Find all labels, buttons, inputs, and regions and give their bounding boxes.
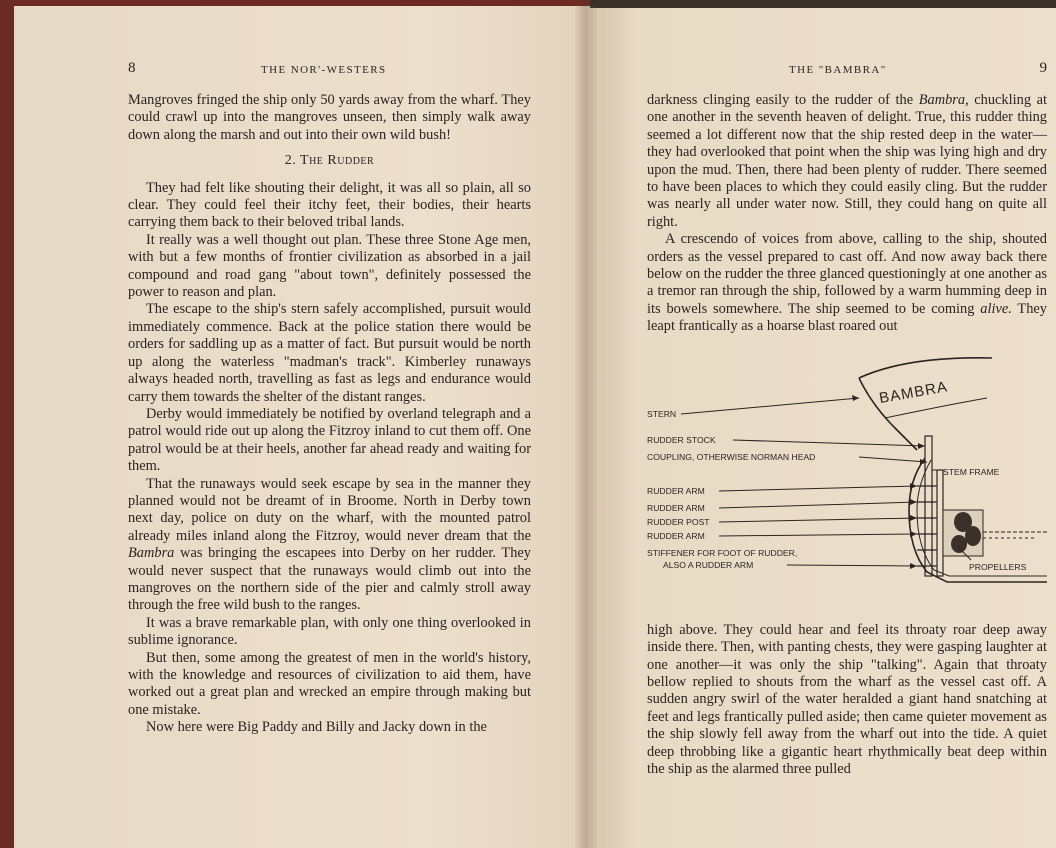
paragraph [128, 476, 531, 615]
paragraph-text: That the runaways would seek escape by sea in the manner they planned would not be dreamt of in Broome. North in Derby town next day, police on duty on the wharf, with the mounted patrol already miles inland along the Fitzroy, would never dream that the [128, 475, 531, 544]
right-page-body [647, 92, 1047, 778]
paragraph: Derby would immediately be notified by overland telegraph and a patrol would ride out up along the Fitzroy inland to cut them off. One patrol would be at their heels, another far ahead ready and waiting for them. [128, 405, 531, 475]
ship-name-italic: Bambra [128, 545, 175, 562]
paragraph: It was a brave remarkable plan, with only one thing overlooked in sublime ignorance. [128, 614, 531, 649]
label-coupling: COUPLING, OTHERWISE NORMAN HEAD [647, 451, 816, 462]
label-rudder-arm-3: RUDDER ARM [647, 530, 705, 541]
ship-name-italic: Bambra, [918, 92, 969, 108]
left-page-header [128, 60, 531, 82]
right-page-number: 9 [1039, 60, 1047, 76]
section-heading: 2. The Rudder [284, 153, 375, 169]
paragraph-text: A crescendo of voices from above, calling to the ship, shouted orders as the vessel prepared to cast off. And now away back there below on the rudder the three glanced questioningly at one another as a tremor ran through the ship, followed by a warm humming deep in its bowels somewhere. The ship seemed to be coming [647, 231, 1048, 317]
label-rudder-arm-1: RUDDER ARM [647, 485, 705, 496]
paragraph: The escape to the ship's stern safely accomplished, pursuit would immediately commence. Back at the police station there would be orders for saddling up as a matter of fact. But pursuit would be north up along the waterless "madman's track". Kimberley runaways always headed north, travelling as fast as legs and endurance would carry them towards the shelter of the distant ranges. [128, 301, 531, 405]
alive-italic: alive. [980, 300, 1012, 317]
paragraph [647, 92, 1047, 231]
label-rudder-arm-2: RUDDER ARM [647, 502, 705, 513]
right-running-head: THE "BAMBRA" [789, 64, 887, 76]
paragraph: Now here were Big Paddy and Billy and Jacky down in the [146, 719, 487, 736]
rudder-diagram [647, 350, 1047, 612]
rudder-diagram-svg [647, 350, 1047, 612]
paragraph: high above. They could hear and feel its throaty roar deep away inside there. Then, with panting chests, they were gasping laughter at one another—it was only the ship "talking". Again that throaty bellow replied to shouts from the wharf as the vessel cast off. A sudden angry swirl of the water heralded a giant hand snatching at feet and legs frantically pulled aside; then came quieter movement as the ship slowly fell away from the wharf out into the tide. A quiet deep throbbing like a gigantic heart rhythmically beat deep within the ship as the alarmed three pulled [647, 621, 1047, 777]
paragraph: Mangroves fringed the ship only 50 yards away from the wharf. They could crawl up into the mangroves unseen, then simply walk away down along the marsh and out into their own wild bush! [128, 92, 531, 143]
paragraph [647, 231, 1047, 335]
ship-name-label: BAMBRA [877, 377, 950, 407]
paragraph-text: darkness clinging easily to the rudder of the [647, 92, 919, 108]
paragraph: They had felt like shouting their delight, it was all so plain, all so clear. They could feel their itchy feet, their bodies, their hearts carrying them back to their beloved tribal lands. [128, 179, 531, 231]
right-page-header [647, 60, 1047, 82]
label-rudder-stock: RUDDER STOCK [647, 434, 716, 445]
label-stern: STERN [647, 408, 677, 419]
paragraph-text: They leapt frantically as a hoarse blast roared out [647, 300, 1047, 335]
right-page [647, 60, 1047, 778]
paragraph: It really was a well thought out plan. These three Stone Age men, with but a few months of frontier civilization as absorbed in a jail compound and road gang "about town", definitely possessed the power to reason and plan. [128, 231, 531, 301]
left-page-number: 8 [128, 60, 136, 76]
paragraph: But then, some among the greatest of men in the world's history, with the knowledge and resources of civilization to aid them, have worked out a great plan and wrecked an empire through making but one mistake. [128, 649, 531, 718]
paragraph-text: chuckling at one another in the seventh heaven of delight. True, this rudder thing seemed a lot different now that the ship rested deep in the water—they had overlooked that point when the ship was lying high and dry upon the mud. Then, there had been plenty of rudder. There seemed to have been places to which they could easily cling. But the rudder was nearly all under water now. Still, they could hang on quite all right. [647, 92, 1047, 230]
left-running-head: THE NOR'-WESTERS [261, 64, 387, 76]
top-shadow-strip [590, 0, 1056, 8]
book-gutter [575, 6, 597, 848]
paragraph-text: was bringing the escapees into Derby on her rudder. They would never suspect that the runaways would climb out into the mangroves on the northern side of the pier and calmly stroll away through the free wild bush to the ranges. [128, 545, 531, 614]
left-page [128, 60, 531, 737]
label-rudder-post: RUDDER POST [647, 516, 710, 527]
label-propellers: PROPELLERS [969, 561, 1027, 572]
label-stiffener-1: STIFFENER FOR FOOT OF RUDDER, [647, 547, 798, 558]
left-page-body [128, 92, 531, 737]
label-stem-frame: STEM FRAME [943, 466, 1000, 477]
label-stiffener-2: ALSO A RUDDER ARM [663, 559, 754, 570]
